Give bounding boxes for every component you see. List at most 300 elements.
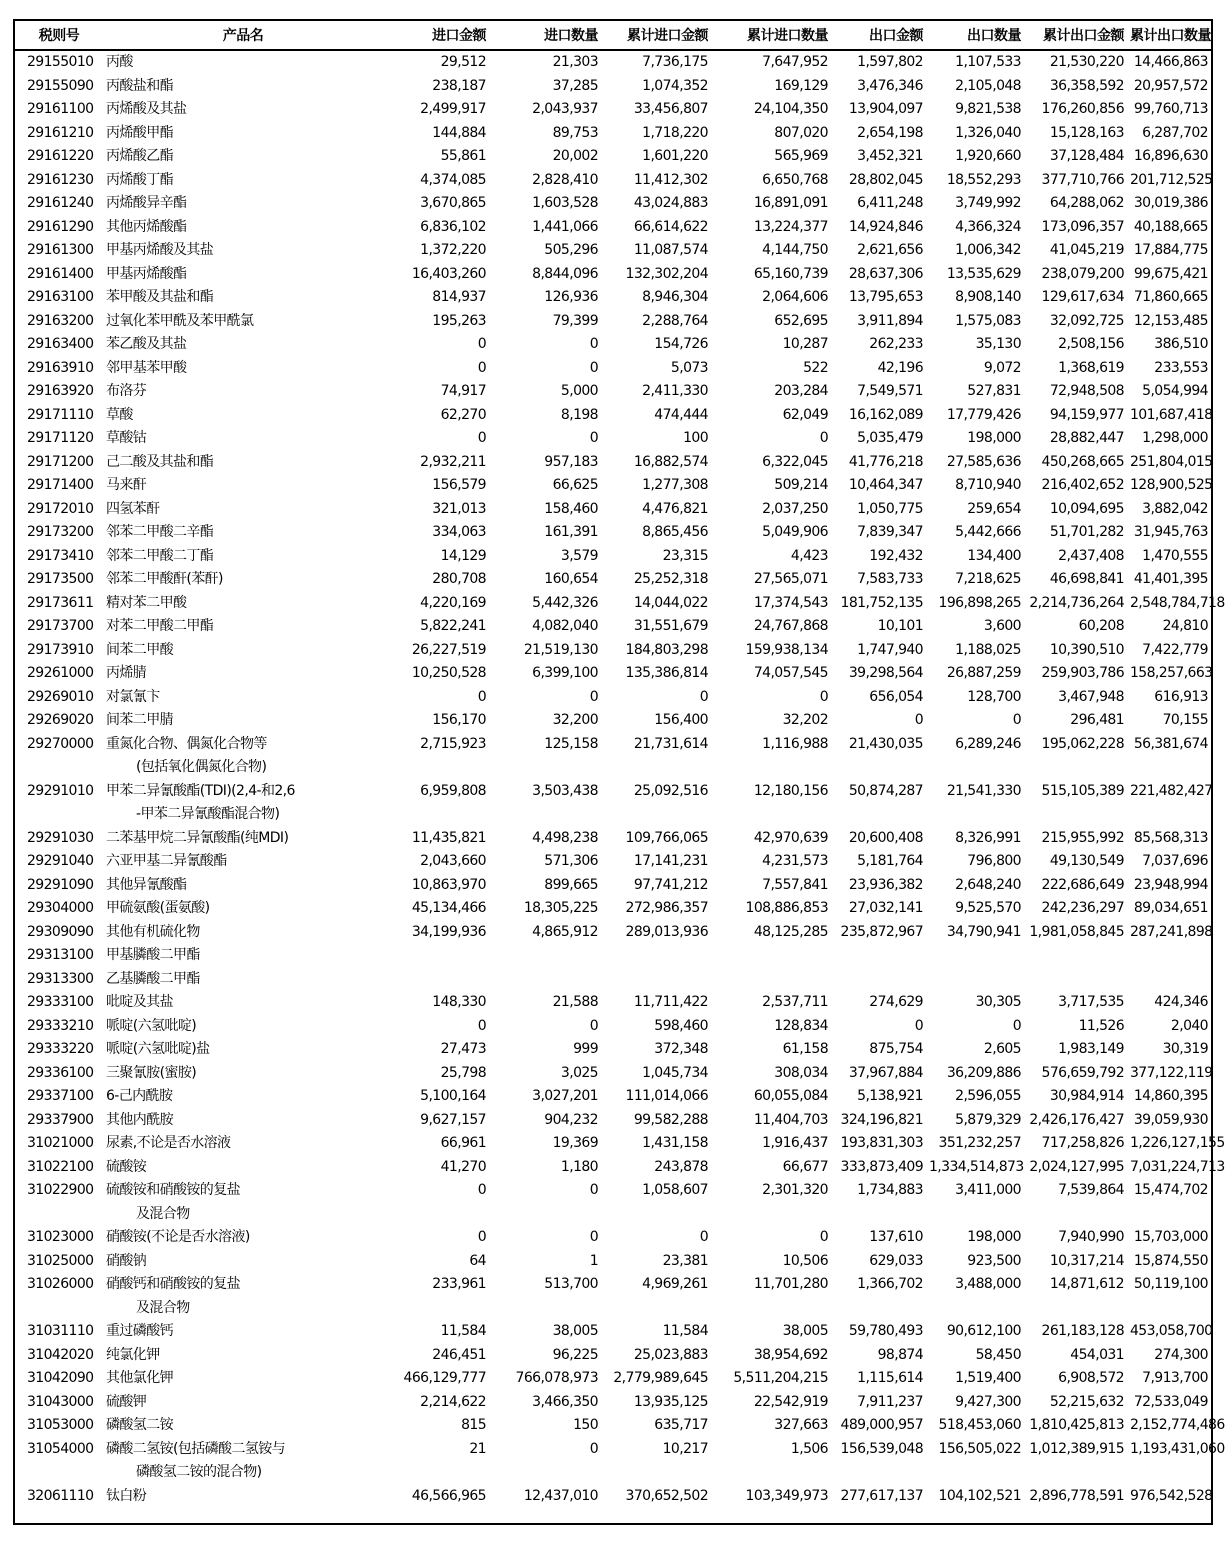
import-amount-cell: 0 bbox=[477, 430, 486, 446]
cumulative-import-quantity-cell: 7,647,952 bbox=[762, 54, 828, 70]
import-amount-cell: 27,473 bbox=[440, 1041, 486, 1057]
cumulative-export-amount-cell: 2,024,127,995 bbox=[1029, 1158, 1124, 1175]
export-quantity-cell: 198,000 bbox=[967, 430, 1021, 446]
table-row bbox=[15, 122, 1211, 146]
cumulative-export-quantity-cell: 1,193,431,060 bbox=[1130, 1440, 1225, 1457]
export-quantity-cell: 36,209,886 bbox=[946, 1064, 1021, 1081]
export-quantity-cell: 34,790,941 bbox=[946, 923, 1021, 940]
cumulative-export-amount-cell: 242,236,297 bbox=[1041, 900, 1124, 916]
product-name-text: 二苯基甲烷二异氰酸酯(纯MDI) bbox=[106, 829, 289, 846]
cumulative-import-quantity-cell: 108,886,853 bbox=[745, 900, 828, 916]
export-amount-cell: 1,734,883 bbox=[857, 1182, 923, 1198]
export-quantity-cell: 9,072 bbox=[983, 359, 1021, 376]
export-quantity-cell: 128,700 bbox=[967, 688, 1021, 705]
product-name-cell bbox=[103, 169, 383, 193]
import-quantity-cell: 1,603,528 bbox=[532, 195, 598, 211]
export-quantity-cell: 796,800 bbox=[967, 853, 1021, 869]
product-name-cell bbox=[103, 921, 383, 945]
cumulative-export-quantity-cell: 50,119,100 bbox=[1133, 1276, 1208, 1292]
cumulative-import-quantity-cell: 24,104,350 bbox=[753, 101, 828, 117]
export-amount-cell: 21,430,035 bbox=[848, 735, 923, 752]
table-row bbox=[15, 1438, 1211, 1485]
product-name-text: 丙烯腈 bbox=[106, 665, 147, 681]
cumulative-export-quantity-cell: 7,422,779 bbox=[1142, 641, 1208, 658]
product-name-cell bbox=[103, 427, 383, 451]
export-quantity-cell: 1,334,514,873 bbox=[929, 1158, 1024, 1175]
table-row bbox=[15, 521, 1211, 545]
cumulative-import-amount-cell: 11,087,574 bbox=[633, 242, 708, 258]
export-quantity-cell: 2,648,240 bbox=[955, 876, 1021, 893]
cumulative-export-amount-cell: 1,983,149 bbox=[1058, 1041, 1124, 1057]
cumulative-import-amount-cell: 11,584 bbox=[662, 1323, 708, 1339]
product-name-cell bbox=[103, 545, 383, 569]
import-quantity-cell bbox=[489, 968, 601, 992]
cumulative-import-quantity-cell: 4,423 bbox=[790, 547, 828, 564]
tariff-code-cell: 29163920 bbox=[27, 383, 94, 399]
cumulative-export-amount-cell: 49,130,549 bbox=[1049, 853, 1124, 869]
import-amount-cell: 11,435,821 bbox=[411, 829, 486, 846]
cumulative-export-quantity-cell: 71,860,665 bbox=[1133, 289, 1208, 305]
import-quantity-cell: 2,828,410 bbox=[532, 171, 598, 188]
cumulative-export-quantity-cell: 128,900,525 bbox=[1130, 477, 1213, 493]
import-amount-cell: 25,798 bbox=[440, 1064, 486, 1081]
product-name-cell bbox=[103, 944, 383, 968]
header-product-name: 产品名 bbox=[103, 21, 383, 50]
tariff-code-cell: 29291010 bbox=[27, 782, 94, 799]
cumulative-import-amount-cell: 99,582,288 bbox=[633, 1111, 708, 1128]
cumulative-export-quantity-cell: 14,860,395 bbox=[1133, 1088, 1208, 1104]
product-name-cell bbox=[103, 568, 383, 592]
cumulative-import-quantity-cell: 6,322,045 bbox=[762, 453, 828, 470]
export-quantity-cell: 1,920,660 bbox=[955, 148, 1021, 164]
import-quantity-cell: 957,183 bbox=[544, 453, 598, 470]
import-quantity-cell: 1,441,066 bbox=[532, 218, 598, 235]
import-amount-cell: 2,214,622 bbox=[420, 1393, 486, 1410]
cumulative-export-quantity-cell: 7,913,700 bbox=[1142, 1370, 1208, 1386]
import-quantity-cell: 0 bbox=[589, 359, 598, 376]
table-row bbox=[15, 1179, 1211, 1226]
tariff-code-cell: 29161300 bbox=[27, 242, 94, 258]
cumulative-export-amount-cell: 450,268,665 bbox=[1041, 453, 1124, 470]
import-quantity-cell: 1,180 bbox=[560, 1158, 598, 1175]
product-name-cell bbox=[103, 850, 383, 874]
import-amount-cell: 233,961 bbox=[432, 1276, 486, 1292]
product-name-cell bbox=[103, 310, 383, 334]
tariff-code-cell: 29173611 bbox=[27, 594, 94, 611]
import-quantity-cell: 5,000 bbox=[560, 383, 598, 399]
tariff-code-cell: 29333100 bbox=[27, 994, 94, 1010]
cumulative-import-quantity-cell: 565,969 bbox=[774, 148, 828, 164]
export-amount-cell: 98,874 bbox=[877, 1346, 923, 1363]
cumulative-import-amount-cell: 370,652,502 bbox=[625, 1487, 708, 1504]
export-amount-cell: 5,035,479 bbox=[857, 430, 923, 446]
product-name-cell bbox=[103, 1062, 383, 1086]
cumulative-import-amount-cell: 372,348 bbox=[654, 1041, 708, 1057]
cumulative-export-amount-cell: 129,617,634 bbox=[1041, 289, 1124, 305]
table-row bbox=[15, 216, 1211, 240]
product-name-continuation: 及混合物 bbox=[136, 1299, 190, 1316]
export-amount-cell: 1,050,775 bbox=[857, 500, 923, 517]
cumulative-import-quantity-cell: 169,129 bbox=[774, 77, 828, 94]
cumulative-export-amount-cell: 173,096,357 bbox=[1041, 218, 1124, 235]
product-name-cell bbox=[103, 1414, 383, 1438]
cumulative-export-amount-cell: 7,539,864 bbox=[1058, 1182, 1124, 1198]
import-quantity-cell: 8,198 bbox=[560, 406, 598, 423]
cumulative-export-amount-cell: 37,128,484 bbox=[1049, 148, 1124, 164]
export-amount-cell: 1,366,702 bbox=[857, 1276, 923, 1292]
cumulative-import-amount-cell: 1,718,220 bbox=[642, 124, 708, 141]
product-name-cell bbox=[103, 357, 383, 381]
product-name-text: 硫酸铵 bbox=[106, 1158, 147, 1175]
cumulative-export-quantity-cell: 40,188,665 bbox=[1133, 218, 1208, 235]
product-name-cell bbox=[103, 98, 383, 122]
tariff-code-cell: 31022900 bbox=[27, 1182, 94, 1198]
product-name-text: 重氮化合物、偶氮化合物等 bbox=[106, 735, 267, 752]
cumulative-export-amount-cell: 21,530,220 bbox=[1049, 54, 1124, 70]
table-row bbox=[15, 263, 1211, 287]
cumulative-import-amount-cell: 598,460 bbox=[654, 1017, 708, 1034]
table-row bbox=[15, 827, 1211, 851]
cumulative-export-quantity-cell: 16,896,630 bbox=[1133, 148, 1208, 164]
cumulative-export-amount-cell: 195,062,228 bbox=[1041, 735, 1124, 752]
tariff-code-cell: 29171200 bbox=[27, 453, 94, 470]
product-name-text: 苯乙酸及其盐 bbox=[106, 336, 187, 352]
cumulative-import-amount-cell: 4,969,261 bbox=[642, 1276, 708, 1292]
export-quantity-cell: 9,525,570 bbox=[955, 900, 1021, 916]
product-name-text: 甲基丙烯酸及其盐 bbox=[106, 242, 214, 258]
export-quantity-cell: 2,596,055 bbox=[955, 1088, 1021, 1104]
cumulative-export-amount-cell: 15,128,163 bbox=[1049, 124, 1124, 141]
product-name-text: 其他氯化钾 bbox=[106, 1370, 173, 1386]
table-row bbox=[15, 145, 1211, 169]
tariff-code-cell: 31054000 bbox=[27, 1440, 94, 1457]
tariff-code-cell: 29161290 bbox=[27, 218, 94, 235]
export-amount-cell: 0 bbox=[914, 1017, 923, 1034]
export-amount-cell: 42,196 bbox=[877, 359, 923, 376]
cumulative-import-quantity-cell: 62,049 bbox=[782, 406, 828, 423]
cumulative-import-quantity-cell: 327,663 bbox=[774, 1417, 828, 1433]
cumulative-export-amount-cell: 11,526 bbox=[1078, 1017, 1124, 1034]
export-quantity-cell: 0 bbox=[1012, 712, 1021, 728]
table-row bbox=[15, 592, 1211, 616]
product-name-cell bbox=[103, 686, 383, 710]
cumulative-export-amount-cell: 41,045,219 bbox=[1049, 242, 1124, 258]
export-quantity-cell: 134,400 bbox=[967, 547, 1021, 564]
cumulative-export-amount-cell: 515,105,389 bbox=[1041, 782, 1124, 799]
table-row bbox=[15, 474, 1211, 498]
tariff-code-cell: 29161210 bbox=[27, 124, 94, 141]
import-amount-cell: 0 bbox=[477, 336, 486, 352]
export-amount-cell: 629,033 bbox=[869, 1252, 923, 1269]
product-name-continuation: -甲苯二异氰酸酯混合物) bbox=[136, 806, 280, 822]
cumulative-import-amount-cell: 132,302,204 bbox=[625, 265, 708, 282]
product-name-text: 丙酸 bbox=[106, 54, 133, 70]
import-amount-cell: 246,451 bbox=[432, 1346, 486, 1363]
tariff-code-cell: 29173700 bbox=[27, 618, 94, 634]
table-row bbox=[15, 944, 1211, 968]
cumulative-import-amount-cell: 25,023,883 bbox=[633, 1346, 708, 1363]
cumulative-export-amount-cell: 52,215,632 bbox=[1049, 1393, 1124, 1410]
table-row bbox=[15, 709, 1211, 733]
cumulative-import-quantity-cell: 24,767,868 bbox=[753, 618, 828, 634]
cumulative-import-quantity-cell: 0 bbox=[819, 688, 828, 705]
import-quantity-cell: 19,369 bbox=[552, 1135, 598, 1151]
product-name-text: 草酸钴 bbox=[106, 430, 147, 446]
tariff-code-cell: 31031110 bbox=[27, 1323, 94, 1339]
cumulative-import-quantity-cell: 5,049,906 bbox=[762, 524, 828, 540]
cumulative-export-quantity-cell: 158,257,663 bbox=[1130, 665, 1213, 681]
cumulative-export-amount-cell: 32,092,725 bbox=[1049, 312, 1124, 329]
product-name-text: 重过磷酸钙 bbox=[106, 1323, 173, 1339]
cumulative-import-amount-cell: 184,803,298 bbox=[625, 641, 708, 658]
cumulative-import-quantity-cell: 7,557,841 bbox=[762, 876, 828, 893]
cumulative-import-amount-cell: 474,444 bbox=[654, 406, 708, 423]
export-quantity-cell bbox=[926, 944, 1024, 968]
cumulative-export-amount-cell: 2,437,408 bbox=[1058, 547, 1124, 564]
cumulative-export-quantity-cell: 99,675,421 bbox=[1133, 265, 1208, 282]
cumulative-export-amount-cell: 215,955,992 bbox=[1041, 829, 1124, 846]
export-amount-cell: 7,839,347 bbox=[857, 524, 923, 540]
export-quantity-cell: 3,749,992 bbox=[955, 195, 1021, 211]
cumulative-import-quantity-cell: 48,125,285 bbox=[753, 923, 828, 940]
cumulative-import-amount-cell: 2,288,764 bbox=[642, 312, 708, 329]
export-amount-cell: 3,452,321 bbox=[857, 148, 923, 164]
import-amount-cell: 66,961 bbox=[440, 1135, 486, 1151]
cumulative-import-quantity-cell: 6,650,768 bbox=[762, 171, 828, 188]
import-quantity-cell: 505,296 bbox=[544, 242, 598, 258]
cumulative-import-amount-cell: 21,731,614 bbox=[633, 735, 708, 752]
product-name-cell bbox=[103, 50, 383, 75]
cumulative-import-quantity-cell: 203,284 bbox=[774, 383, 828, 399]
import-amount-cell: 16,403,260 bbox=[411, 265, 486, 282]
import-amount-cell: 466,129,777 bbox=[403, 1370, 486, 1386]
product-name-text: 马来酐 bbox=[106, 477, 147, 493]
import-amount-cell: 11,584 bbox=[440, 1323, 486, 1339]
export-quantity-cell: 2,605 bbox=[983, 1041, 1021, 1057]
table-row bbox=[15, 897, 1211, 921]
table-row bbox=[15, 50, 1211, 75]
product-name-cell bbox=[103, 145, 383, 169]
export-quantity-cell: 3,411,000 bbox=[955, 1182, 1021, 1198]
tariff-code-cell: 29304000 bbox=[27, 900, 94, 916]
cumulative-export-quantity-cell: 386,510 bbox=[1154, 336, 1208, 352]
export-amount-cell: 156,539,048 bbox=[840, 1440, 923, 1457]
import-quantity-cell: 20,002 bbox=[552, 148, 598, 164]
product-name-cell bbox=[103, 1273, 383, 1320]
cumulative-import-quantity-cell: 308,034 bbox=[774, 1064, 828, 1081]
import-amount-cell: 6,959,808 bbox=[420, 782, 486, 799]
product-name-text: 甲基丙烯酸酯 bbox=[106, 265, 187, 282]
cumulative-import-amount-cell: 289,013,936 bbox=[625, 923, 708, 940]
product-name-text: 磷酸二氢铵(包括磷酸二氢铵与 bbox=[106, 1440, 286, 1457]
cumulative-export-quantity-cell: 221,482,427 bbox=[1130, 782, 1213, 799]
product-name-cell bbox=[103, 709, 383, 733]
product-name-cell bbox=[103, 780, 383, 827]
cumulative-import-quantity-cell: 10,506 bbox=[782, 1252, 828, 1269]
export-amount-cell: 0 bbox=[914, 712, 923, 728]
cumulative-export-quantity-cell: 14,466,863 bbox=[1133, 54, 1208, 70]
product-name-text: 丙烯酸丁酯 bbox=[106, 171, 173, 188]
tariff-code-cell: 29291040 bbox=[27, 853, 94, 869]
cumulative-import-quantity-cell: 2,037,250 bbox=[762, 500, 828, 517]
cumulative-export-quantity-cell: 89,034,651 bbox=[1133, 900, 1208, 916]
cumulative-export-amount-cell: 3,717,535 bbox=[1058, 994, 1124, 1010]
export-amount-cell: 23,936,382 bbox=[848, 876, 923, 893]
cumulative-import-quantity-cell: 807,020 bbox=[774, 124, 828, 141]
import-amount-cell: 0 bbox=[477, 359, 486, 376]
import-amount-cell: 0 bbox=[477, 1229, 486, 1245]
table-row bbox=[15, 1109, 1211, 1133]
export-quantity-cell: 8,710,940 bbox=[955, 477, 1021, 493]
product-name-cell bbox=[103, 1226, 383, 1250]
cumulative-import-amount-cell: 635,717 bbox=[654, 1417, 708, 1433]
cumulative-import-amount-cell: 5,073 bbox=[670, 359, 708, 376]
export-amount-cell: 235,872,967 bbox=[840, 923, 923, 940]
product-name-cell bbox=[103, 1391, 383, 1415]
tariff-code-cell: 29163910 bbox=[27, 359, 94, 376]
export-quantity-cell: 518,453,060 bbox=[938, 1417, 1021, 1433]
product-name-cell bbox=[103, 1109, 383, 1133]
cumulative-import-amount-cell: 243,878 bbox=[654, 1158, 708, 1175]
cumulative-export-quantity-cell: 1,226,127,155 bbox=[1130, 1135, 1225, 1151]
product-name-cell bbox=[103, 968, 383, 992]
product-name-text: 其他内酰胺 bbox=[106, 1111, 173, 1128]
export-quantity-cell: 30,305 bbox=[975, 994, 1021, 1010]
cumulative-export-amount-cell: 46,698,841 bbox=[1049, 571, 1124, 587]
product-name-cell bbox=[103, 662, 383, 686]
import-amount-cell: 62,270 bbox=[440, 406, 486, 423]
import-amount-cell: 0 bbox=[477, 1017, 486, 1034]
import-quantity-cell: 0 bbox=[589, 1229, 598, 1245]
tariff-code-cell: 29161240 bbox=[27, 195, 94, 211]
cumulative-export-amount-cell: 259,903,786 bbox=[1041, 665, 1124, 681]
cumulative-import-quantity-cell: 11,701,280 bbox=[753, 1276, 828, 1292]
product-name-cell bbox=[103, 239, 383, 263]
tariff-code-cell: 29155090 bbox=[27, 77, 94, 94]
import-quantity-cell: 89,753 bbox=[552, 124, 598, 141]
cumulative-import-amount-cell bbox=[601, 968, 711, 992]
cumulative-export-amount-cell: 576,659,792 bbox=[1041, 1064, 1124, 1081]
export-quantity-cell: 58,450 bbox=[975, 1346, 1021, 1363]
cumulative-import-amount-cell: 135,386,814 bbox=[625, 665, 708, 681]
cumulative-import-amount-cell: 0 bbox=[699, 688, 708, 705]
tariff-code-cell: 29313300 bbox=[27, 970, 94, 987]
tariff-code-cell: 29269020 bbox=[27, 712, 94, 728]
table-row bbox=[15, 1062, 1211, 1086]
import-amount-cell: 2,499,917 bbox=[420, 101, 486, 117]
export-amount-cell: 137,610 bbox=[869, 1229, 923, 1245]
product-name-cell bbox=[103, 451, 383, 475]
import-amount-cell: 280,708 bbox=[432, 571, 486, 587]
product-name-cell bbox=[103, 75, 383, 99]
cumulative-export-quantity-cell: 424,346 bbox=[1154, 994, 1208, 1010]
export-quantity-cell: 104,102,521 bbox=[938, 1487, 1021, 1504]
cumulative-export-quantity-cell: 251,804,015 bbox=[1130, 453, 1213, 470]
export-amount-cell: 324,196,821 bbox=[840, 1111, 923, 1128]
export-quantity-cell: 1,519,400 bbox=[955, 1370, 1021, 1386]
export-quantity-cell: 8,326,991 bbox=[955, 829, 1021, 846]
cumulative-import-quantity-cell: 12,180,156 bbox=[753, 782, 828, 799]
cumulative-import-amount-cell: 23,381 bbox=[662, 1252, 708, 1269]
import-quantity-cell: 0 bbox=[589, 688, 598, 705]
cumulative-import-amount-cell: 1,601,220 bbox=[642, 148, 708, 164]
product-name-text: 硝酸铵(不论是否水溶液) bbox=[106, 1229, 250, 1245]
cumulative-export-amount-cell: 51,701,282 bbox=[1049, 524, 1124, 540]
table-row bbox=[15, 991, 1211, 1015]
export-quantity-cell: 6,289,246 bbox=[955, 735, 1021, 752]
export-amount-cell: 1,115,614 bbox=[857, 1370, 923, 1386]
import-amount-cell: 156,170 bbox=[432, 712, 486, 728]
export-quantity-cell: 17,779,426 bbox=[946, 406, 1021, 423]
cumulative-export-quantity-cell: 15,703,000 bbox=[1133, 1229, 1208, 1245]
product-name-cell bbox=[103, 1438, 383, 1485]
tariff-code-cell: 29333220 bbox=[27, 1041, 94, 1057]
tariff-code-cell: 29261000 bbox=[27, 665, 94, 681]
cumulative-export-amount-cell: 2,508,156 bbox=[1058, 336, 1124, 352]
export-quantity-cell: 196,898,265 bbox=[938, 594, 1021, 611]
import-quantity-cell: 32,200 bbox=[552, 712, 598, 728]
export-quantity-cell: 5,442,666 bbox=[955, 524, 1021, 540]
export-quantity-cell: 923,500 bbox=[967, 1252, 1021, 1269]
table-row bbox=[15, 1320, 1211, 1344]
import-quantity-cell: 66,625 bbox=[552, 477, 598, 493]
table-row bbox=[15, 1038, 1211, 1062]
export-quantity-cell: 7,218,625 bbox=[955, 571, 1021, 587]
export-amount-cell: 489,000,957 bbox=[840, 1417, 923, 1433]
export-quantity-cell: 1,575,083 bbox=[955, 312, 1021, 329]
cumulative-import-quantity-cell: 42,970,639 bbox=[753, 829, 828, 846]
export-amount-cell: 193,831,303 bbox=[840, 1135, 923, 1151]
cumulative-import-quantity-cell: 159,938,134 bbox=[745, 641, 828, 658]
export-amount-cell: 13,904,097 bbox=[848, 101, 923, 117]
import-amount-cell: 46,566,965 bbox=[411, 1487, 486, 1504]
export-amount-cell: 41,776,218 bbox=[848, 453, 923, 470]
cumulative-import-quantity-cell: 38,954,692 bbox=[753, 1346, 828, 1363]
tariff-code-cell: 29171120 bbox=[27, 430, 94, 446]
export-quantity-cell: 1,006,342 bbox=[955, 242, 1021, 258]
tariff-code-cell: 31026000 bbox=[27, 1276, 94, 1292]
header-import-amount: 进口金额 bbox=[383, 21, 489, 50]
product-name-cell bbox=[103, 1015, 383, 1039]
product-name-cell bbox=[103, 122, 383, 146]
product-name-cell bbox=[103, 216, 383, 240]
cumulative-import-quantity-cell: 522 bbox=[803, 359, 828, 376]
header-cumulative-export-quantity: 累计出口数量 bbox=[1127, 21, 1211, 50]
product-name-text: 草酸 bbox=[106, 406, 133, 423]
header-cumulative-import-amount: 累计进口金额 bbox=[601, 21, 711, 50]
cumulative-import-amount-cell: 10,217 bbox=[662, 1440, 708, 1457]
product-name-text: 邻甲基苯甲酸 bbox=[106, 359, 187, 376]
product-name-text: 对氯氰卞 bbox=[106, 688, 160, 705]
table-row bbox=[15, 169, 1211, 193]
import-amount-cell: 3,670,865 bbox=[420, 195, 486, 211]
export-amount-cell: 2,621,656 bbox=[857, 242, 923, 258]
cumulative-import-amount-cell: 13,935,125 bbox=[633, 1393, 708, 1410]
cumulative-import-amount-cell: 2,779,989,645 bbox=[613, 1370, 708, 1386]
export-quantity-cell: 1,326,040 bbox=[955, 124, 1021, 141]
product-name-text: 甲苯二异氰酸酯(TDI)(2,4-和2,6 bbox=[106, 782, 295, 799]
import-amount-cell: 34,199,936 bbox=[411, 923, 486, 940]
import-quantity-cell: 3,466,350 bbox=[532, 1393, 598, 1410]
cumulative-import-amount-cell: 97,741,212 bbox=[633, 876, 708, 893]
export-amount-cell: 27,032,141 bbox=[848, 900, 923, 916]
product-name-text: 苯甲酸及其盐和酯 bbox=[106, 289, 214, 305]
export-amount-cell bbox=[831, 968, 926, 992]
cumulative-import-amount-cell: 8,946,304 bbox=[642, 289, 708, 305]
import-amount-cell: 9,627,157 bbox=[420, 1111, 486, 1128]
import-amount-cell: 29,512 bbox=[440, 54, 486, 70]
export-amount-cell: 277,617,137 bbox=[840, 1487, 923, 1504]
